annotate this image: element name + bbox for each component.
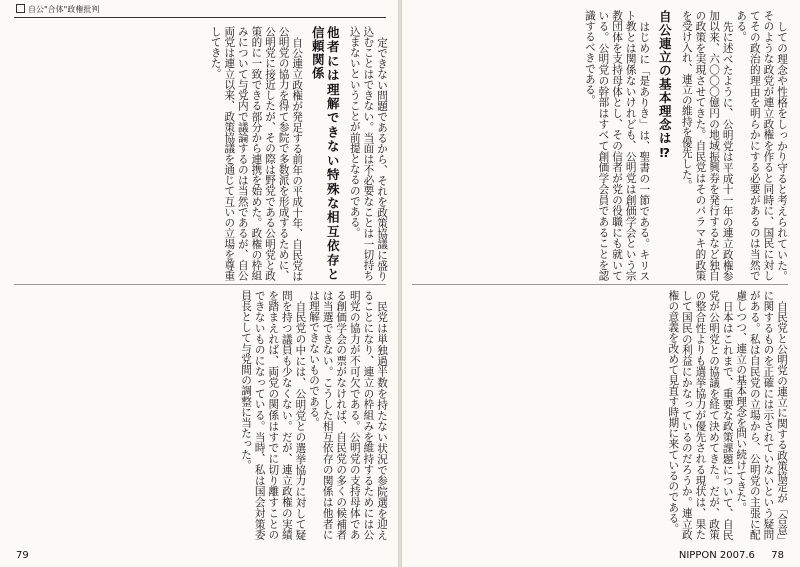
upper-text-band <box>14 26 388 281</box>
paragraph: 自公連立政権が発足する前年の平成十年、自民党は公明党の協力を得て参院で多数派を形成するために、公明党に接近したが、その際は野党である公明党と政策的に一致できる部分から連携を始めた。政権の枠組みについて与党内で議論するのは当然であるが、自公両党は連立以来、政策協議を通じて互いの立場を尊重してきた。 <box>209 26 304 281</box>
right-page <box>402 0 800 567</box>
page-number: 78 <box>771 550 784 561</box>
paragraph: 日本はこれまで、重要な政策課題について、自民党が公明党との協議を経て決めてきた。だが、政策の整合性よりも選挙協力が優先される現状は、果たして国民の利益にかなっているのだろうか。連立政権の意義を改めて見直す時期に来ているのである。 <box>667 290 734 540</box>
page-footer <box>679 550 784 561</box>
upper-text-band <box>412 10 788 281</box>
running-header <box>16 4 99 15</box>
page-number: 79 <box>16 550 29 561</box>
magazine-issue: NIPPON 2007.6 <box>678 550 755 561</box>
paragraph: 自民党と公明党の連立に関する政策協定が「合意」に関するものを正確には示されていないという疑問がある。私は自民党の立場から、公明党の主張に配慮しつつ、連立の基本理念を問い続けてきた。 <box>735 290 788 540</box>
body-text-lower <box>412 290 788 540</box>
paragraph: 自民党の中には、公明党との選挙協力に対して疑問を持つ議員も少なくない。だが、連立政権の実績を踏まえれば、両党の関係はすでに切り離すことのできないものになっている。当時、私は国会対策委員長として与党間の調整に当たった。 <box>240 290 307 540</box>
left-page <box>0 0 398 567</box>
lower-text-band <box>14 290 388 540</box>
paragraph: しての理念や性格をしっかり守ると考えられていた。そのような政党が連立政権を作ると同時に、国民に対してその政治的理由を明らかにする必要があるのは当然である。 <box>735 10 788 281</box>
lower-text-band <box>412 290 788 540</box>
body-text-upper <box>412 10 788 281</box>
header-title: 自公"合体"政権批判 <box>28 5 100 14</box>
paragraph: 定できない問題であるから、それを政策協議に盛り込むことはできない。当面は不必要なことは一切持ち込まないということが前提となるのである。 <box>348 26 388 281</box>
body-text-lower <box>14 290 388 540</box>
section-heading: 他者には理解できない特殊な相互依存と信頼関係 <box>310 26 341 281</box>
section-heading: 自公連立の基本理念は⁉ <box>657 10 673 161</box>
header-mark-icon <box>16 4 25 13</box>
header-rule <box>14 17 386 18</box>
paragraph: 民党は単独過半数を持たない状況で参院選を迎えることになり、連立の枠組みを維持するためには公明党の協力が不可欠である。公明党の支持母体である創価学会の票がなければ、自民党の多くの候補者は当選できない。こうした相互依存の関係は他者には理解できないものである。 <box>308 290 388 540</box>
band-divider <box>14 284 386 285</box>
body-text-upper <box>14 26 388 281</box>
paragraph: 先に述べたように、公明党は平成十一年の連立政権参加以来、六〇〇〇億円の地域振興券を発行するなど独自の政策を実現させてきた。自民党はそのパラマキ的政策を受け入れ、連立の維持を優先した。 <box>680 10 734 281</box>
band-divider <box>412 284 788 285</box>
paragraph: はじめに「是ありき」は、聖書の一節である。キリスト教とは関係ないけれども、公明党は創価学会という宗教団体を支持母体とし、その信者が党の役職にも就いている。公明党の幹部はすべて創価学会員であることを認識するべきである。 <box>583 10 651 281</box>
